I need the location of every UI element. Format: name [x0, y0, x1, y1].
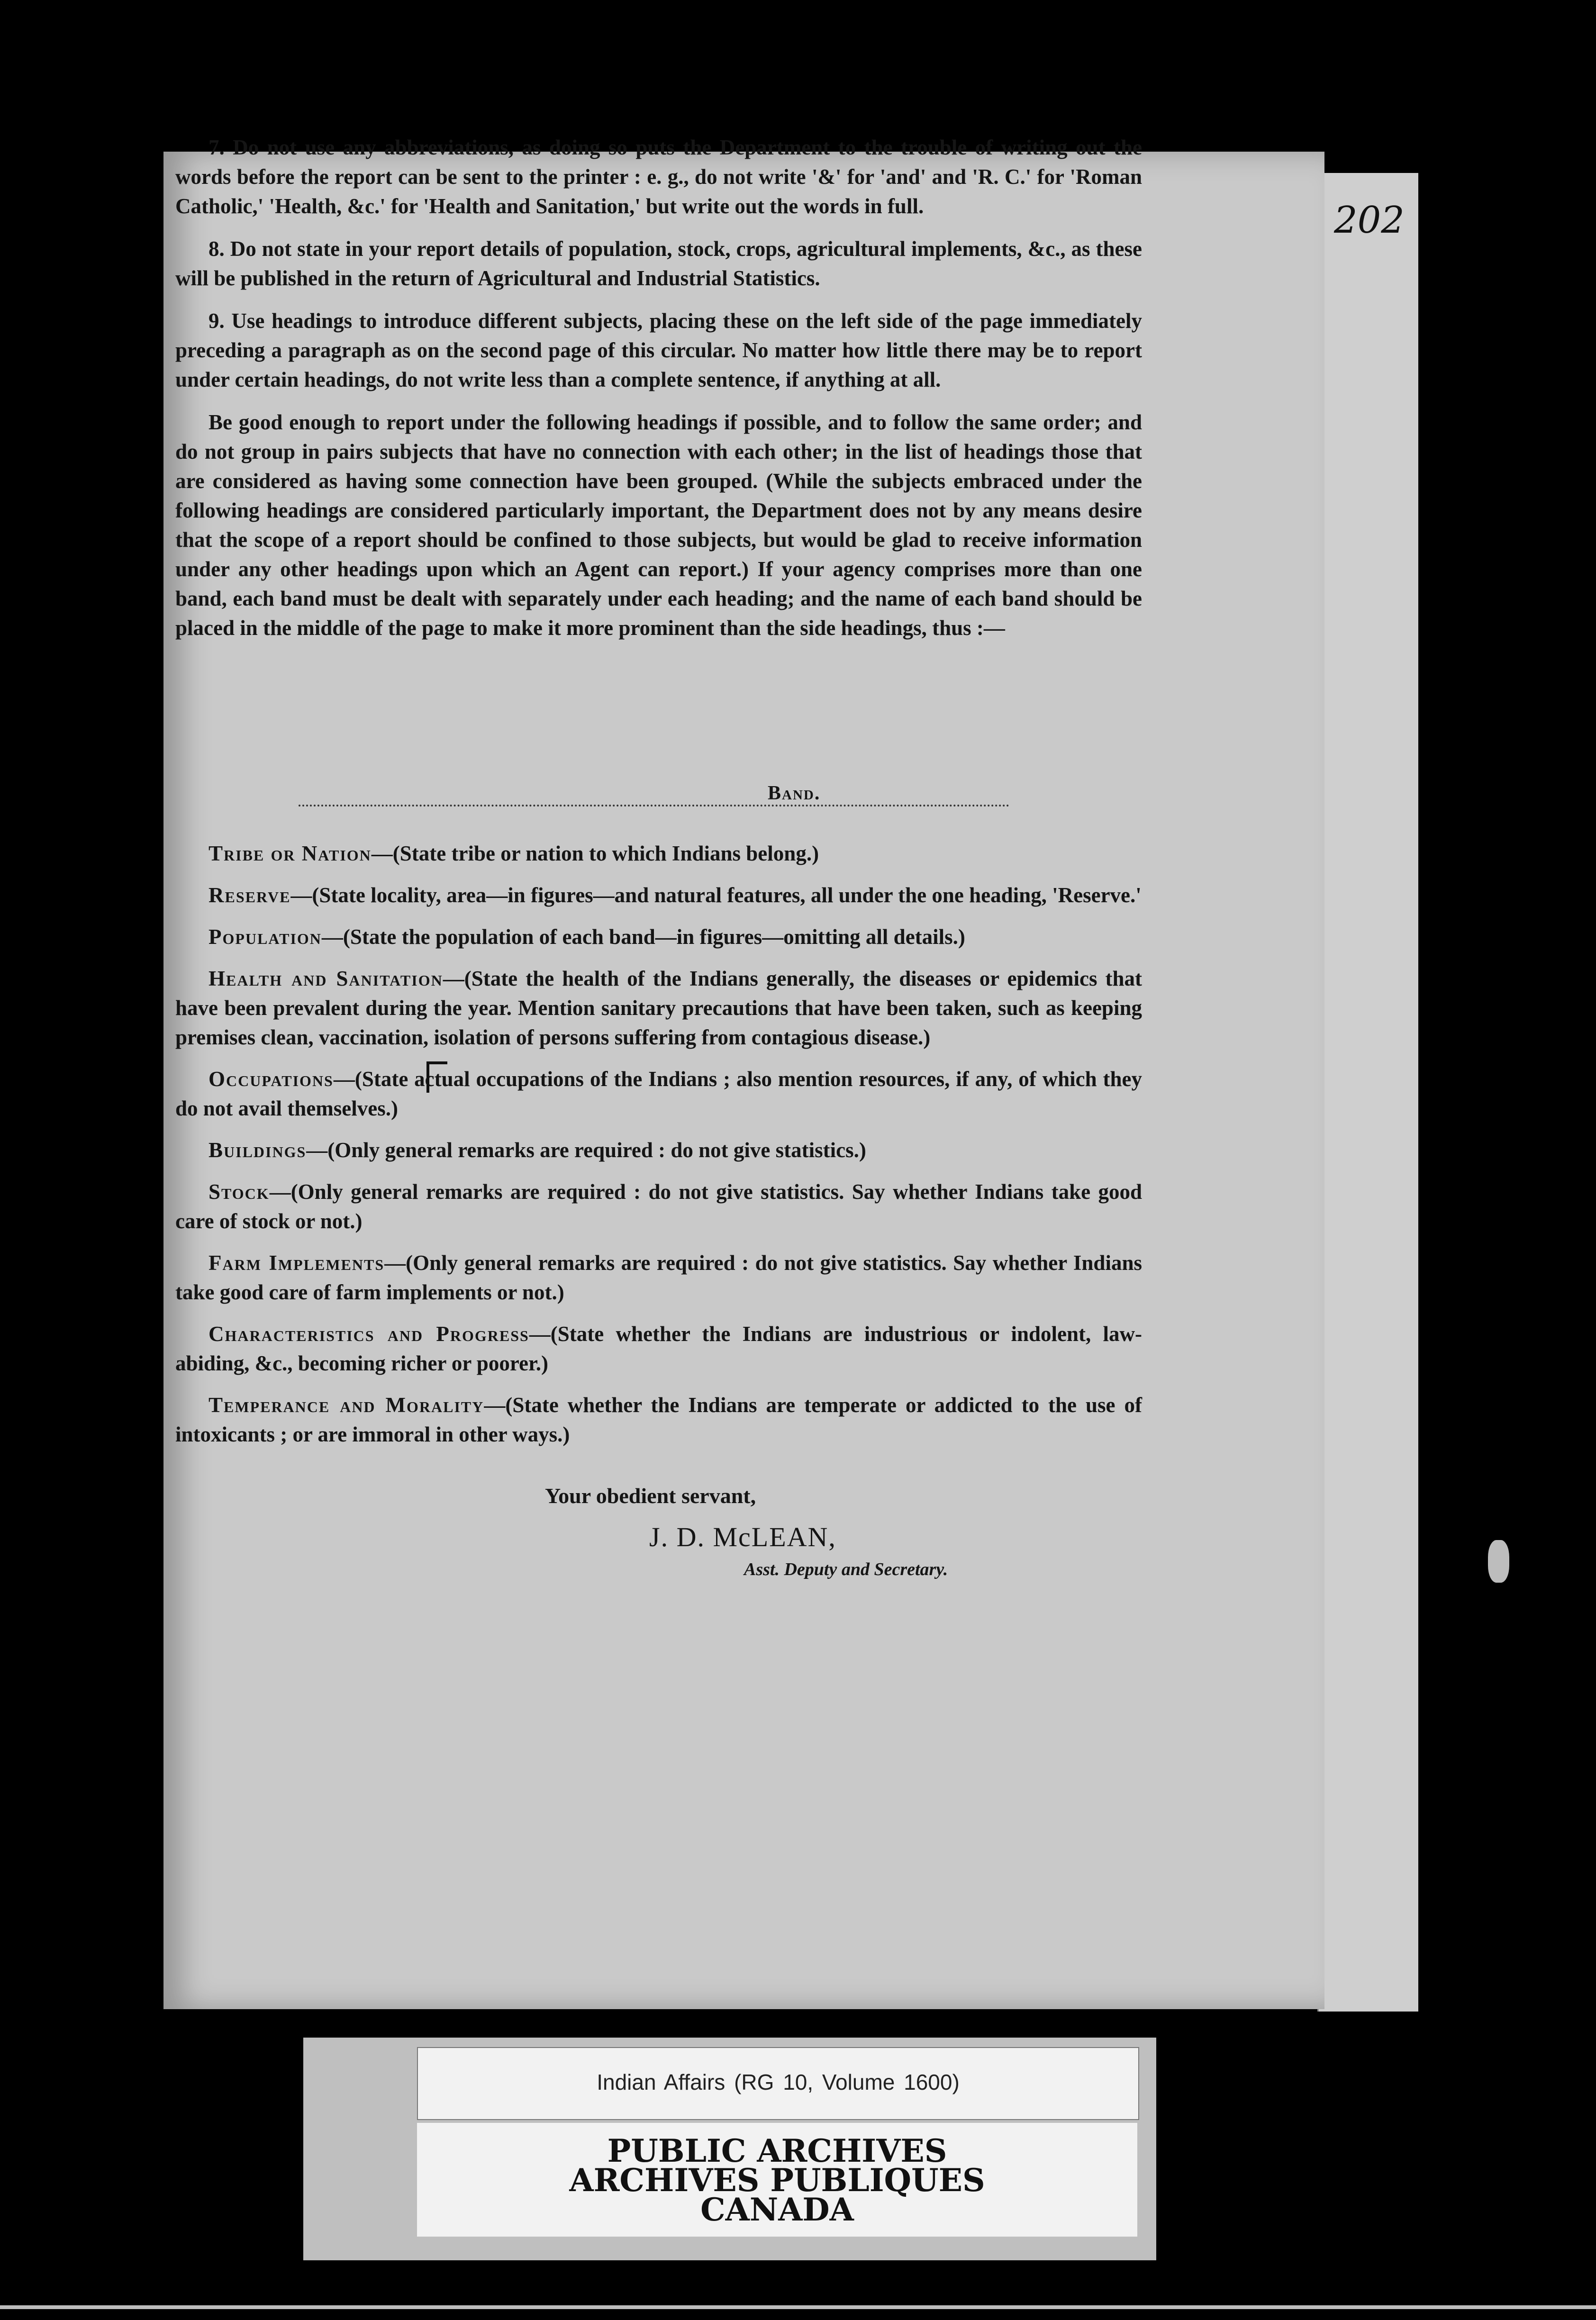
heading-name: Temperance and Morality [209, 1393, 484, 1417]
paragraph-7: 7. Do not use any abbreviations, as doing so puts the Department to the trouble of writing out the words before the report can be sent to the printer : e. g., do not write '&' for 'and' and 'R. C.' for 'Roman Catholic,' 'Health, &c.' for 'Health and Sanitation,' but write out the words in full. [175, 136, 1142, 218]
paragraph-headings-instructions: Be good enough to report under the following headings if possible, and to follow the same order; and do not group in pairs subjects that have no connection with each other; in the list of headings those that are considered as having some connection have been grouped. (While the subjects embraced under the following headings are considered particularly important, the Department does not by any means desire that the scope of a report should be confined to those subjects, but would be glad to receive information under any other headings upon which an Agent can report.) If your agency comprises more than one band, each band must be dealt with separately under each heading; and the name of each band should be placed in the middle of the page to make it more prominent than the side headings, thus :— [175, 410, 1142, 640]
closing-salutation: Your obedient servant, [545, 1484, 756, 1508]
heading-characteristics-and-progress [175, 1319, 1142, 1378]
stamp-line-3: CANADA [700, 2191, 854, 2228]
archive-stamp [417, 2123, 1137, 2237]
heading-text: —(Only general remarks are required : do not give statistics. Say whether Indians take good care of farm implements or not.) [175, 1251, 1143, 1304]
report-headings-list [175, 839, 1142, 1461]
heading-text: —(State the population of each band—in figures—omitting all details.) [321, 925, 965, 949]
underlying-page [1317, 173, 1418, 2012]
heading-temperance-and-morality [175, 1390, 1142, 1449]
signature-name: J. D. McLEAN, [649, 1522, 836, 1552]
heading-stock [175, 1177, 1142, 1236]
heading-name: Farm Implements [209, 1251, 385, 1275]
film-edge [0, 2305, 1596, 2309]
stamp-line-2: ARCHIVES PUBLIQUES [569, 2162, 985, 2199]
heading-name: Buildings [209, 1138, 307, 1162]
heading-text: —(State tribe or nation to which Indians belong.) [371, 842, 819, 865]
heading-name: Population [209, 925, 322, 949]
heading-population [175, 922, 1142, 952]
heading-buildings [175, 1135, 1142, 1165]
archive-reference-label [417, 2047, 1139, 2120]
heading-name: Characteristics and Progress [209, 1322, 529, 1346]
stamp-line-1: PUBLIC ARCHIVES [607, 2132, 947, 2169]
heading-text: —(Only general remarks are required : do not give statistics. Say whether Indians take good care of stock or not.) [175, 1180, 1142, 1233]
heading-text: —(State locality, area—in figures—and natural features, all under the one heading, 'Reserve.' [290, 883, 1142, 907]
heading-name: Tribe or Nation [209, 842, 372, 865]
signature-title: Asst. Deputy and Secretary. [744, 1559, 948, 1579]
heading-name: Occupations [209, 1067, 334, 1091]
pencil-mark-icon [426, 1061, 447, 1093]
heading-text: —(State actual occupations of the Indians ; also mention resources, if any, of which they do not avail themselves.) [175, 1067, 1142, 1120]
heading-text: —(State whether the Indians are industrious or indolent, law-abiding, &c., becoming richer or poorer.) [175, 1322, 1142, 1375]
clip-mark-icon [1488, 1540, 1509, 1583]
band-name-dotted-line [299, 777, 1009, 807]
heading-name: Reserve [209, 883, 291, 907]
heading-name: Health and Sanitation [209, 967, 443, 990]
heading-text: —(State the health of the Indians generally, the diseases or epidemics that have been prevalent during the year. Mention sanitary precautions that have been taken, such as keeping premises clean, vaccination, isolation of persons suffering from contagious disease.) [175, 967, 1142, 1049]
heading-reserve [175, 880, 1142, 910]
heading-name: Stock [209, 1180, 270, 1204]
heading-tribe-or-nation [175, 839, 1142, 868]
band-label: Band. [768, 782, 821, 804]
heading-farm-implements [175, 1248, 1142, 1307]
heading-occupations [175, 1064, 1142, 1123]
paragraph-9: 9. Use headings to introduce different subjects, placing these on the left side of the page immediately preceding a paragraph as on the second page of this circular. No matter how little there may be to report under certain headings, do not write less than a complete sentence, if anything at all. [175, 309, 1142, 391]
heading-text: —(Only general remarks are required : do not give statistics.) [306, 1138, 866, 1162]
instructions-body [175, 133, 1142, 656]
archive-reference-text: Indian Affairs (RG 10, Volume 1600) [597, 2070, 960, 2094]
heading-health-and-sanitation [175, 964, 1142, 1052]
paragraph-8: 8. Do not state in your report details of population, stock, crops, agricultural implements, &c., as these will be published in the return of Agricultural and Industrial Statistics. [175, 237, 1142, 290]
heading-text: —(State whether the Indians are temperate or addicted to the use of intoxicants ; or are immoral in other ways.) [175, 1393, 1142, 1446]
page-number: 202 [1334, 199, 1405, 242]
